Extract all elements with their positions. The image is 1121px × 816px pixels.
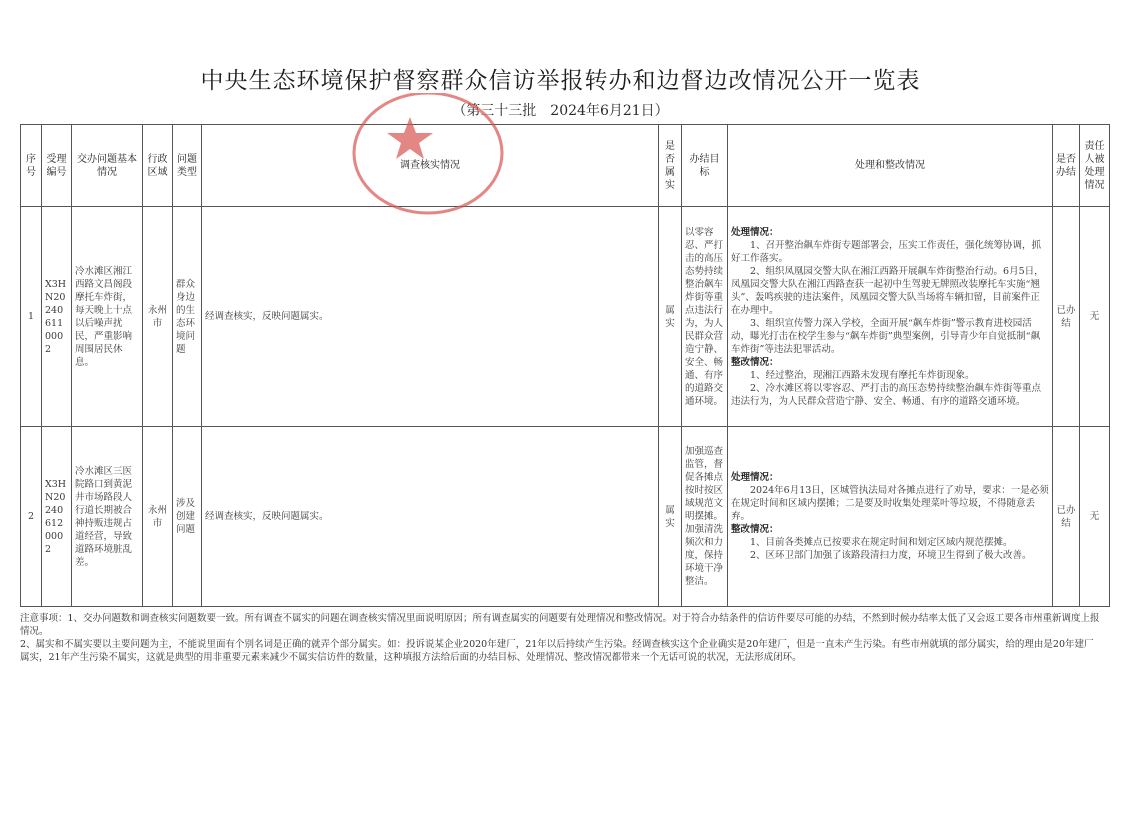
- row-issue: 冷水滩区湘江西路文昌阁段摩托车炸街，每天晚上十点以后噪声扰民，严重影响周围居民休息。: [72, 207, 143, 427]
- row-investigation: 经调查核实，反映问题属实。: [202, 207, 659, 427]
- header-completed: 是否办结: [1053, 125, 1080, 207]
- row-verified: 属实: [659, 427, 682, 607]
- table-row: [21, 207, 1110, 427]
- row-id: X3HN20240612 0002: [42, 427, 72, 607]
- row-handling: [728, 427, 1053, 607]
- table-header-row: [21, 125, 1110, 207]
- row-seq: 1: [21, 207, 42, 427]
- row-goal: 加强巡查监管，督促各摊点按时按区域规范文明摆摊。加强清洗频次和力度，保持环境干净整洁。: [682, 427, 728, 607]
- row-completed: 已办结: [1053, 427, 1080, 607]
- row-id: X3HN20240611 0002: [42, 207, 72, 427]
- rectification-item: 2、冷水滩区将以零容忍、严打击的高压态势持续整治飙车炸街等重点违法行为，为人民群众营造宁静、安全、畅通、有序的道路交通环境。: [731, 382, 1042, 407]
- row-type: 涉及创建问题: [173, 427, 202, 607]
- row-accountability: 无: [1080, 207, 1110, 427]
- report-table: [20, 124, 1110, 607]
- processing-item: 2024年6月13日，区城管执法局对各摊点进行了劝导，要求：一是必须在规定时间和区域内摆摊；二是要及时收集处理菜叶等垃圾，不得随意丢弃。: [731, 485, 1049, 522]
- row-type: 群众身边的生态环境问题: [173, 207, 202, 427]
- note-line-2: 2、属实和不属实要以主要问题为主，不能说里面有个别名词是正确的就弄个部分属实。如：投诉说某企业2020年建厂，21年以后持续产生污染。经调查核实这个企业确实是20年建厂，但是一直未产生污染。有些市州就填的部分属实，给的理由是20年建厂属实，21年产生污染不属实，这就是典型的用非重要元素来减少不属实信访件的数量，这种填报方法给后面的办结目标、处理情况、整改情况都带来一个无话可说的状况，无法形成闭环。: [20, 639, 1094, 663]
- row-accountability: 无: [1080, 427, 1110, 607]
- processing-heading: 处理情况：: [731, 472, 779, 483]
- header-seq: 序号: [21, 125, 42, 207]
- table-row: [21, 427, 1110, 607]
- rectification-heading: 整改情况：: [731, 524, 779, 535]
- row-handling: [728, 207, 1053, 427]
- document-subtitle: （第三十三批 2024年6月21日）: [452, 103, 669, 119]
- row-verified: 属实: [659, 207, 682, 427]
- row-issue: 冷水滩区三医院路口到黄泥井市场路段人行道长期被合神持贩违规占道经营，导致道路环境脏乱差。: [72, 427, 143, 607]
- row-goal: 以零容忍、严打击的高压态势持续整治飙车炸街等重点违法行为，为人民群众营造宁静、安全、畅通、有序的道路交通环境。: [682, 207, 728, 427]
- note-line-1: 注意事项：1、交办问题数和调查核实问题数要一致。所有调查不属实的问题在调查核实情况里面说明原因；所有调查属实的问题要有处理情况和整改情况。对于符合办结条件的信访件要尽可能的办结，不然到时候办结率太低了又会返工要各市州重新调度上报情况。: [20, 613, 1100, 637]
- row-investigation: 经调查核实，反映问题属实。: [202, 427, 659, 607]
- row-seq: 2: [21, 427, 42, 607]
- document-title: 中央生态环境保护督察群众信访举报转办和边督边改情况公开一览表: [200, 68, 921, 94]
- header-region: 行政区域: [143, 125, 173, 207]
- rectification-item: 1、经过整治，现湘江西路未发现有摩托车炸街现象。: [750, 369, 975, 381]
- header-goal: 办结目标: [682, 125, 728, 207]
- row-region: 永州市: [143, 207, 173, 427]
- row-completed: 已办结: [1053, 207, 1080, 427]
- header-type: 问题类型: [173, 125, 202, 207]
- processing-heading: 处理情况：: [731, 226, 779, 238]
- header-id: 受理编号: [42, 125, 72, 207]
- header-handling: 处理和整改情况: [728, 125, 1053, 207]
- processing-item: 2、组织凤凰园交警大队在湘江西路开展飙车炸街整治行动。6月5日，凤凰园交警大队在湘江西路查获一起初中生驾驶无牌照改装摩托车实施“翘头”、轰鸣疾驶的违法案件，凤凰园交警大队当场将车辆扣留，目前案件正在办理中。: [731, 265, 1044, 316]
- rectification-item: 2、区环卫部门加强了该路段清扫力度，环境卫生得到了极大改善。: [750, 550, 1032, 561]
- header-investigation: 调查核实情况: [202, 125, 659, 207]
- header-accountability: 责任人被处理情况: [1080, 125, 1110, 207]
- header-issue: 交办问题基本情况: [72, 125, 143, 207]
- rectification-item: 1、目前各类摊点已按要求在规定时间和划定区域内规范摆摊。: [750, 537, 1013, 548]
- notes-section: [20, 612, 1100, 664]
- rectification-heading: 整改情况：: [731, 356, 779, 368]
- processing-item: 3、组织宣传警力深入学校，全面开展“飙车炸街”警示教育进校园活动，曝光打击在校学生参与“飙车炸街”典型案例，引导青少年自觉抵制“飙车炸街”等违法犯罪活动。: [731, 317, 1041, 355]
- row-region: 永州市: [143, 427, 173, 607]
- header-verified: 是否属实: [659, 125, 682, 207]
- processing-item: 1、召开整治飙车炸街专题部署会，压实工作责任，强化统筹协调，抓好工作落实。: [731, 239, 1042, 264]
